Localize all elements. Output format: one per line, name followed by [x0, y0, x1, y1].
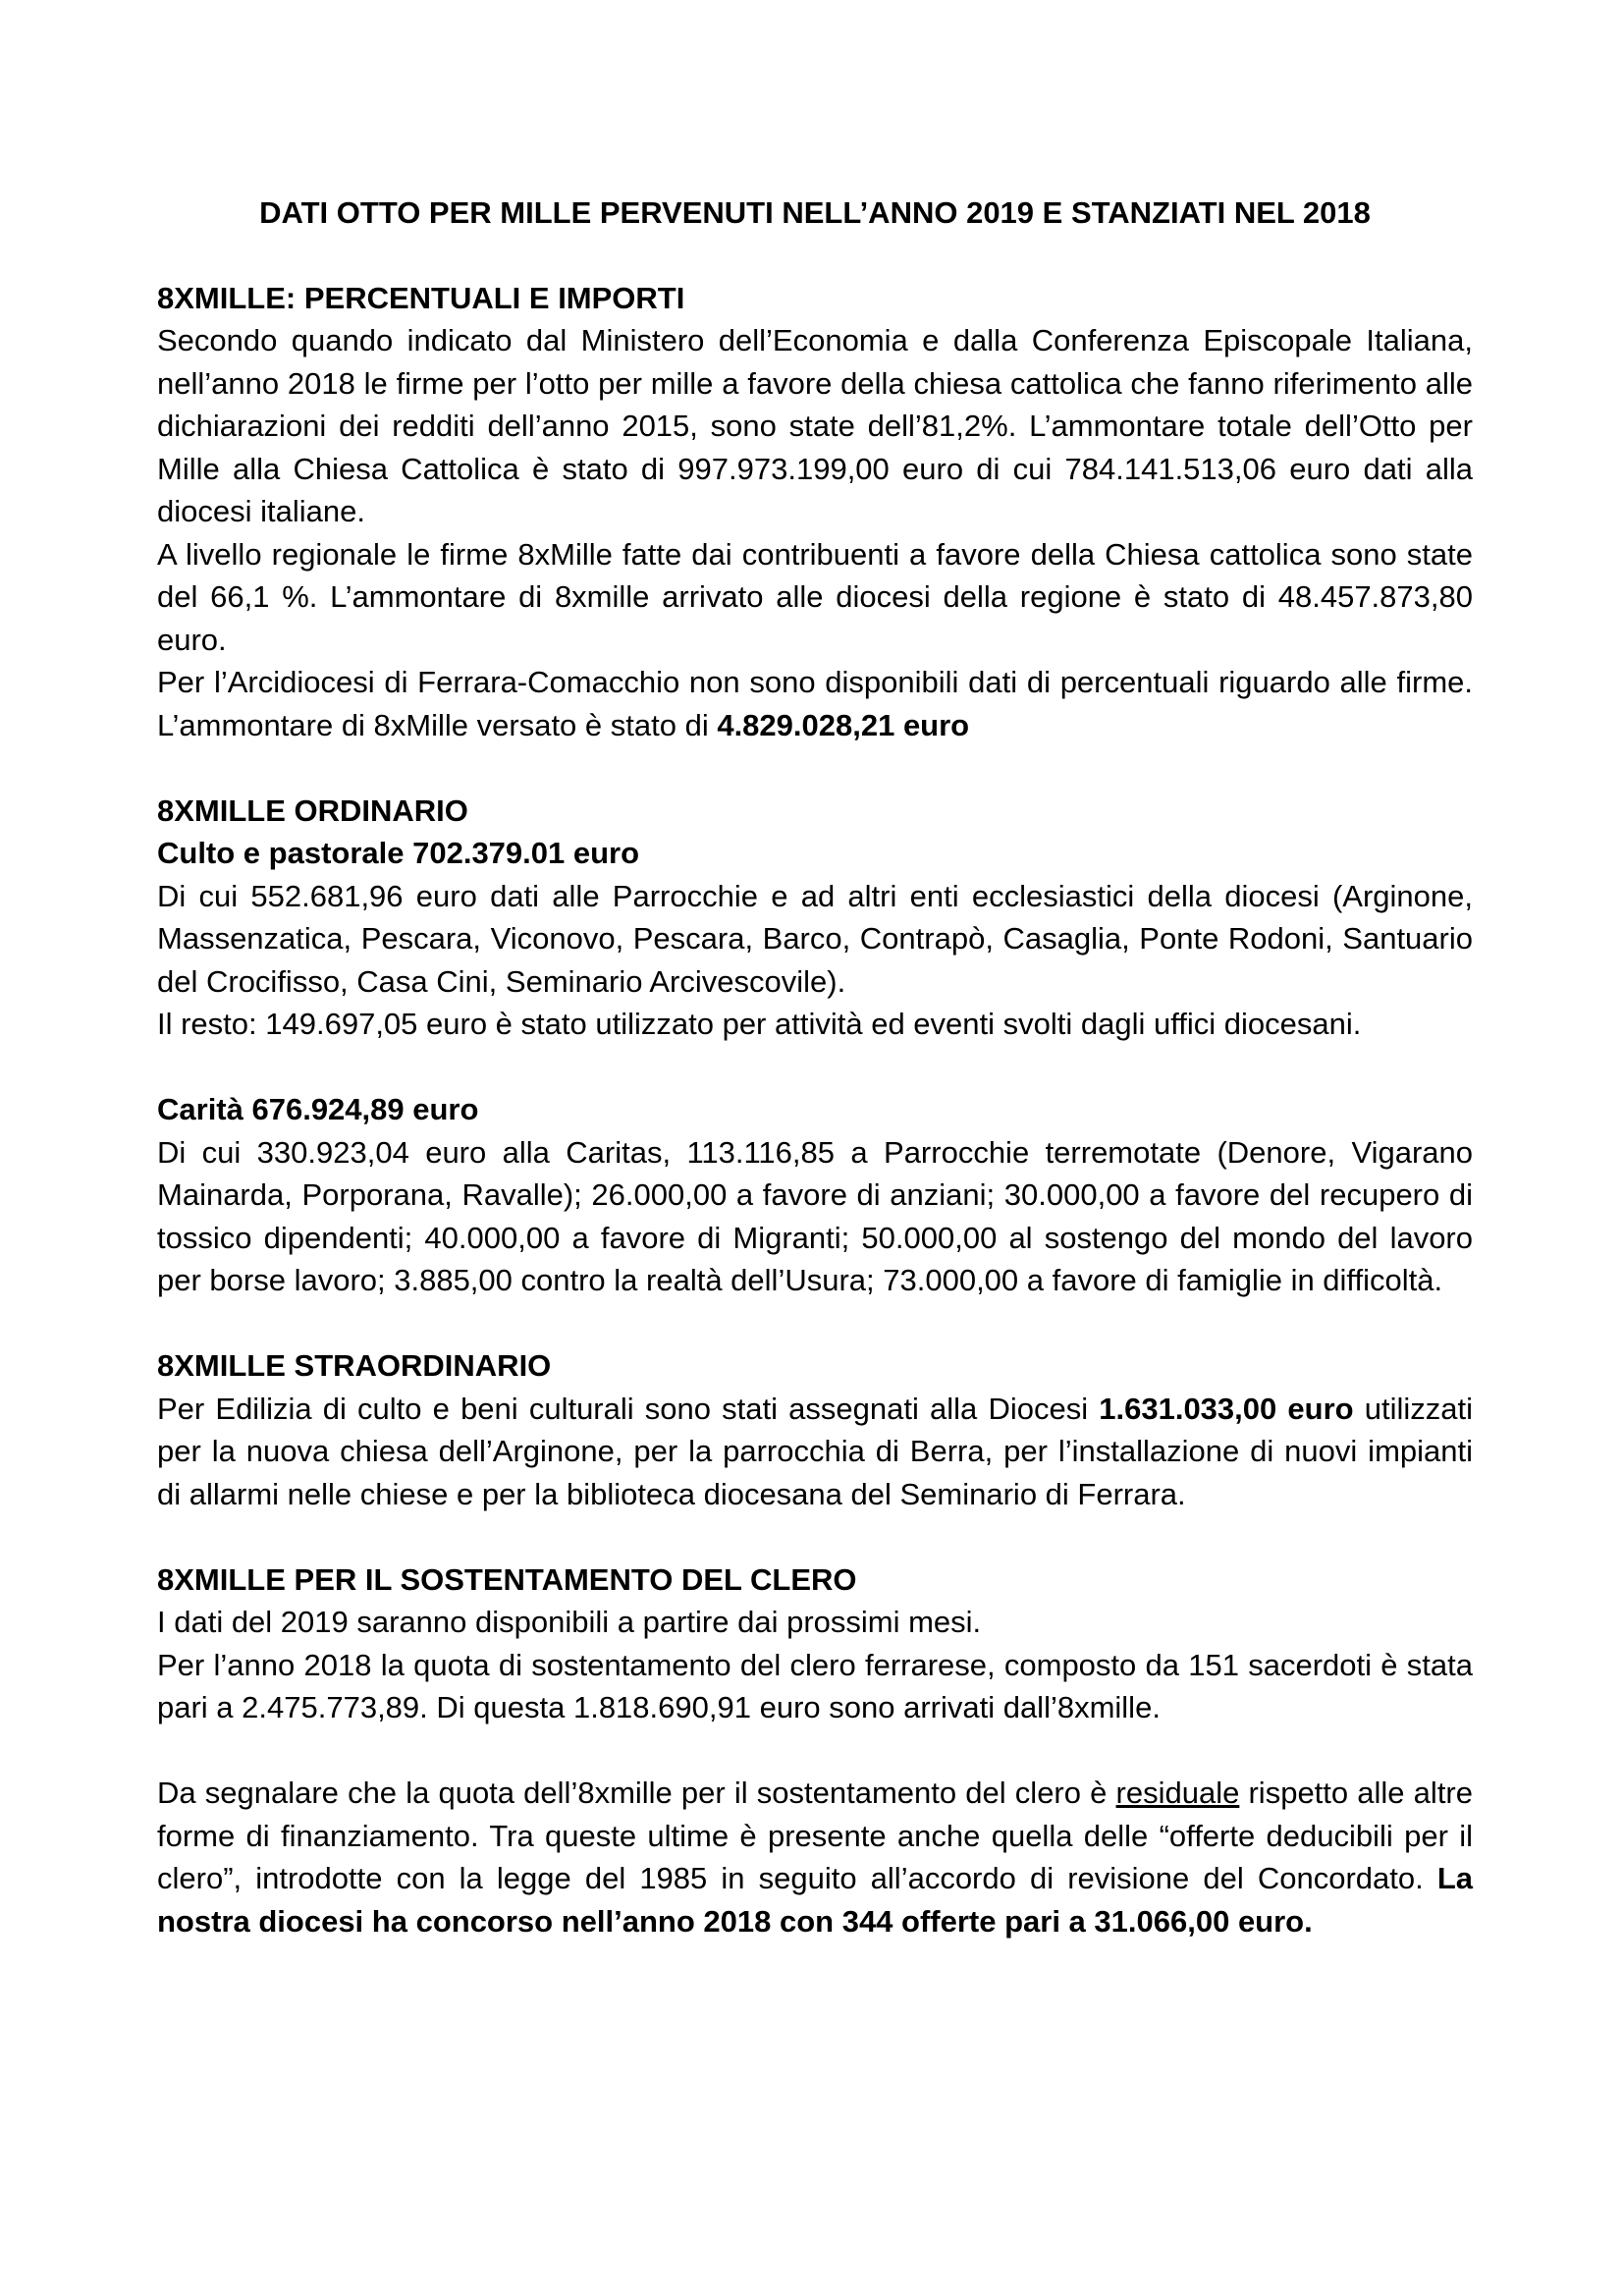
paragraph-edilizia [157, 1388, 1473, 1516]
paragraph-regionale: A livello regionale le firme 8xMille fatte dai contribuenti a favore della Chiesa cattolica sono state del 66,1 %. L’ammontare di 8xmille arrivato alle diocesi della regione è stato di 48.457.873,80 euro. [157, 536, 1473, 657]
section-heading: 8XMILLE PER IL SOSTENTAMENTO DEL CLERO [157, 1561, 857, 1597]
paragraph-text: rispetto alle altre forme di finanziamento. Tra queste ultime è presente anche quella delle “offerte deducibili per il clero”, introdotte con la legge del 1985 in seguito all’accordo di revisione del Concordato. [157, 1776, 1473, 1895]
section-heading: 8XMILLE: PERCENTUALI E IMPORTI [157, 280, 685, 315]
paragraph-carita: Di cui 330.923,04 euro alla Caritas, 113.116,85 a Parrocchie terremotate (Denore, Vigarano Mainarda, Porporana, Ravalle); 26.000,00 a favore di anziani; 30.000,00 a favore del recupero di tossico dipendenti; 40.000,00 a favore di Migranti; 50.000,00 al sostengo del mondo del lavoro per borse lavoro; 3.885,00 contro la realtà dell’Usura; 73.000,00 a favore di famiglie in difficoltà. [157, 1134, 1473, 1297]
section-straordinario [157, 1344, 1473, 1515]
section-heading: 8XMILLE STRAORDINARIO [157, 1348, 552, 1383]
paragraph-parrocchie: Di cui 552.681,96 euro dati alle Parrocchie e ad altri enti ecclesiastici della diocesi (Arginone, Massenzatica, Pescara, Viconovo, Pescara, Barco, Contrapò, Casaglia, Ponte Rodoni, Santuario del Crocifisso, Casa Cini, Seminario Arcivescovile). [157, 878, 1473, 999]
section-carita [157, 1088, 1473, 1302]
paragraph-resto: Il resto: 149.697,05 euro è stato utilizzato per attività ed eventi svolti dagli uffici diocesani. [157, 1007, 1362, 1041]
amount-edilizia: 1.631.033,00 euro [1099, 1391, 1354, 1426]
bold-conclusion: La nostra diocesi ha concorso nell’anno 2018 con 344 offerte pari a 31.066,00 euro. [157, 1861, 1473, 1939]
paragraph-nazionale: Secondo quando indicato dal Ministero dell’Economia e dalla Conferenza Episcopale Italiana, nell’anno 2018 le firme per l’otto per mille a favore della chiesa cattolica che fanno riferimento alle dichiarazioni dei redditi dell’anno 2015, sono state dell’81,2%. L’ammontare totale dell’Otto per Mille alla Chiesa Cattolica è stato di 997.973.199,00 euro di cui 784.141.513,06 euro dati alla diocesi italiane. [157, 323, 1473, 528]
section-sostentamento-clero [157, 1558, 1473, 1729]
underlined-word: residuale [1115, 1776, 1240, 1810]
subsection-heading-culto: Culto e pastorale 702.379.01 euro [157, 836, 640, 870]
subsection-heading-carita: Carità 676.924,89 euro [157, 1092, 479, 1126]
section-percentuali-importi [157, 277, 1473, 747]
paragraph-text: utilizzati per la nuova chiesa dell’Arginone, per la parrocchia di Berra, per l’installazione di nuovi impianti di allarmi nelle chiese e per la biblioteca diocesana del Seminario di Ferrara. [157, 1391, 1474, 1511]
paragraph-offerte [157, 1772, 1473, 1942]
paragraph-quota-2018: Per l’anno 2018 la quota di sostentamento del clero ferrarese, composto da 151 sacerdoti è stata pari a 2.475.773,89. Di questa 1.818.690,91 euro sono arrivati dall’8xmille. [157, 1647, 1473, 1724]
document-page [157, 191, 1473, 1942]
paragraph-text: Per Edilizia di culto e beni culturali sono stati assegnati alla Diocesi [157, 1391, 1100, 1426]
paragraph-text: Da segnalare che la quota dell’8xmille per il sostentamento del clero è [157, 1776, 1116, 1810]
section-offerte [157, 1772, 1473, 1942]
section-heading: 8XMILLE ORDINARIO [157, 793, 468, 828]
paragraph-dati-2019: I dati del 2019 saranno disponibili a partire dai prossimi mesi. [157, 1605, 982, 1639]
document-title: DATI OTTO PER MILLE PERVENUTI NELL’ANNO 2019 E STANZIATI NEL 2018 [259, 195, 1371, 230]
paragraph-arcidiocesi [157, 661, 1473, 746]
paragraph-text: Per l’Arcidiocesi di Ferrara-Comacchio non sono disponibili dati di percentuali riguardo alle firme. L’ammontare di 8xMille versato è stato di [157, 665, 1473, 742]
amount-versato: 4.829.028,21 euro [717, 707, 970, 742]
section-ordinario [157, 790, 1473, 1046]
